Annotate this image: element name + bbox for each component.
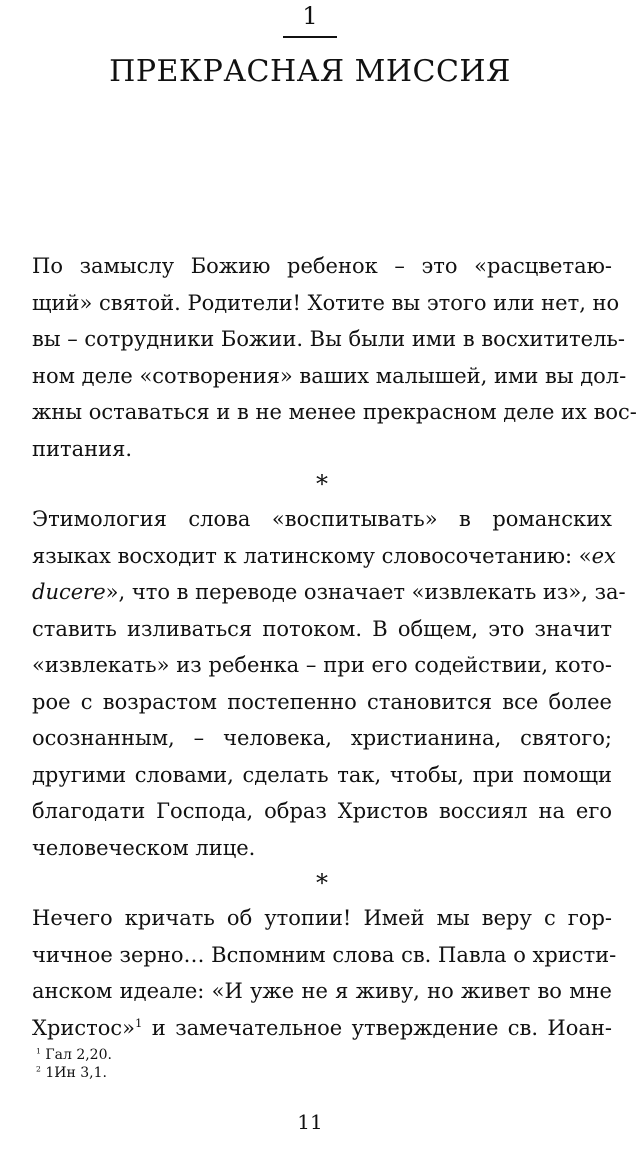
text-line: питания. <box>32 436 133 461</box>
section-separator: * <box>316 869 328 897</box>
paragraph-2 <box>32 501 626 866</box>
section-separator: * <box>316 470 328 498</box>
chapter-title: ПРЕКРАСНАЯ МИССИЯ <box>109 54 511 89</box>
text-line-with-italic <box>32 538 616 575</box>
italic-term: ducere <box>32 580 106 604</box>
text-segment: языках восходит к латинскому словосочетанию: « <box>32 543 592 568</box>
italic-term: ex <box>591 543 616 568</box>
text-line: благодати Господа, образ Христов воссиял на его <box>32 799 612 823</box>
text-line: жны оставаться и в не менее прекрасном деле их вос- <box>32 400 637 424</box>
footnote-marker: 1 <box>36 1046 41 1056</box>
text-line: Нечего кричать об утопии! Имей мы веру с гор- <box>32 906 612 930</box>
text-line-with-italic <box>32 574 626 611</box>
footnote <box>36 1046 596 1064</box>
text-line-with-footnote <box>32 1010 612 1047</box>
text-line: щий» святой. Родители! Хотите вы этого или нет, но <box>32 290 620 315</box>
footnote <box>36 1064 596 1082</box>
text-line: вы – сотрудники Божии. Вы были ими в восхититель- <box>32 327 625 351</box>
text-line: ставить изливаться потоком. В общем, это значит <box>32 616 612 641</box>
text-segment: », что в переводе означает «извлекать из», за- <box>105 580 626 604</box>
chapter-rule <box>283 36 337 38</box>
footnote-text: 1Ин 3,1. <box>45 1065 107 1081</box>
footnote-marker: 2 <box>36 1064 41 1074</box>
text-segment: Христос» <box>32 1015 136 1040</box>
text-line: чичное зерно… Вспомним слова св. Павла о христи- <box>32 942 617 967</box>
text-segment: и замечательное утверждение св. Иоан- <box>151 1015 612 1040</box>
text-line: ном деле «сотворения» ваших малышей, ими вы дол- <box>32 363 627 388</box>
text-line: «извлекать» из ребенка – при его содействии, кото- <box>32 653 612 677</box>
chapter-number: 1 <box>302 2 318 30</box>
text-line: человеческом лице. <box>32 835 256 860</box>
text-line: анском идеале: «И уже не я живу, но живет во мне <box>32 979 612 1003</box>
text-line: Этимология слова «воспитывать» в романских <box>32 507 612 531</box>
text-line: другими словами, сделать так, чтобы, при помощи <box>32 762 612 787</box>
paragraph-3 <box>32 900 617 1046</box>
page-number: 11 <box>297 1110 323 1134</box>
text-line: рое с возрастом постепенно становится все более <box>32 689 612 714</box>
footnote-reference[interactable]: 1 <box>135 1015 143 1030</box>
footnote-text: Гал 2,20. <box>45 1047 112 1063</box>
body-text <box>32 248 637 1046</box>
text-line: По замыслу Божию ребенок – это «расцветаю- <box>32 254 612 278</box>
text-line: осознанным, – человека, христианина, святого; <box>32 726 612 750</box>
paragraph-1 <box>32 248 637 467</box>
footnotes <box>36 1046 596 1082</box>
